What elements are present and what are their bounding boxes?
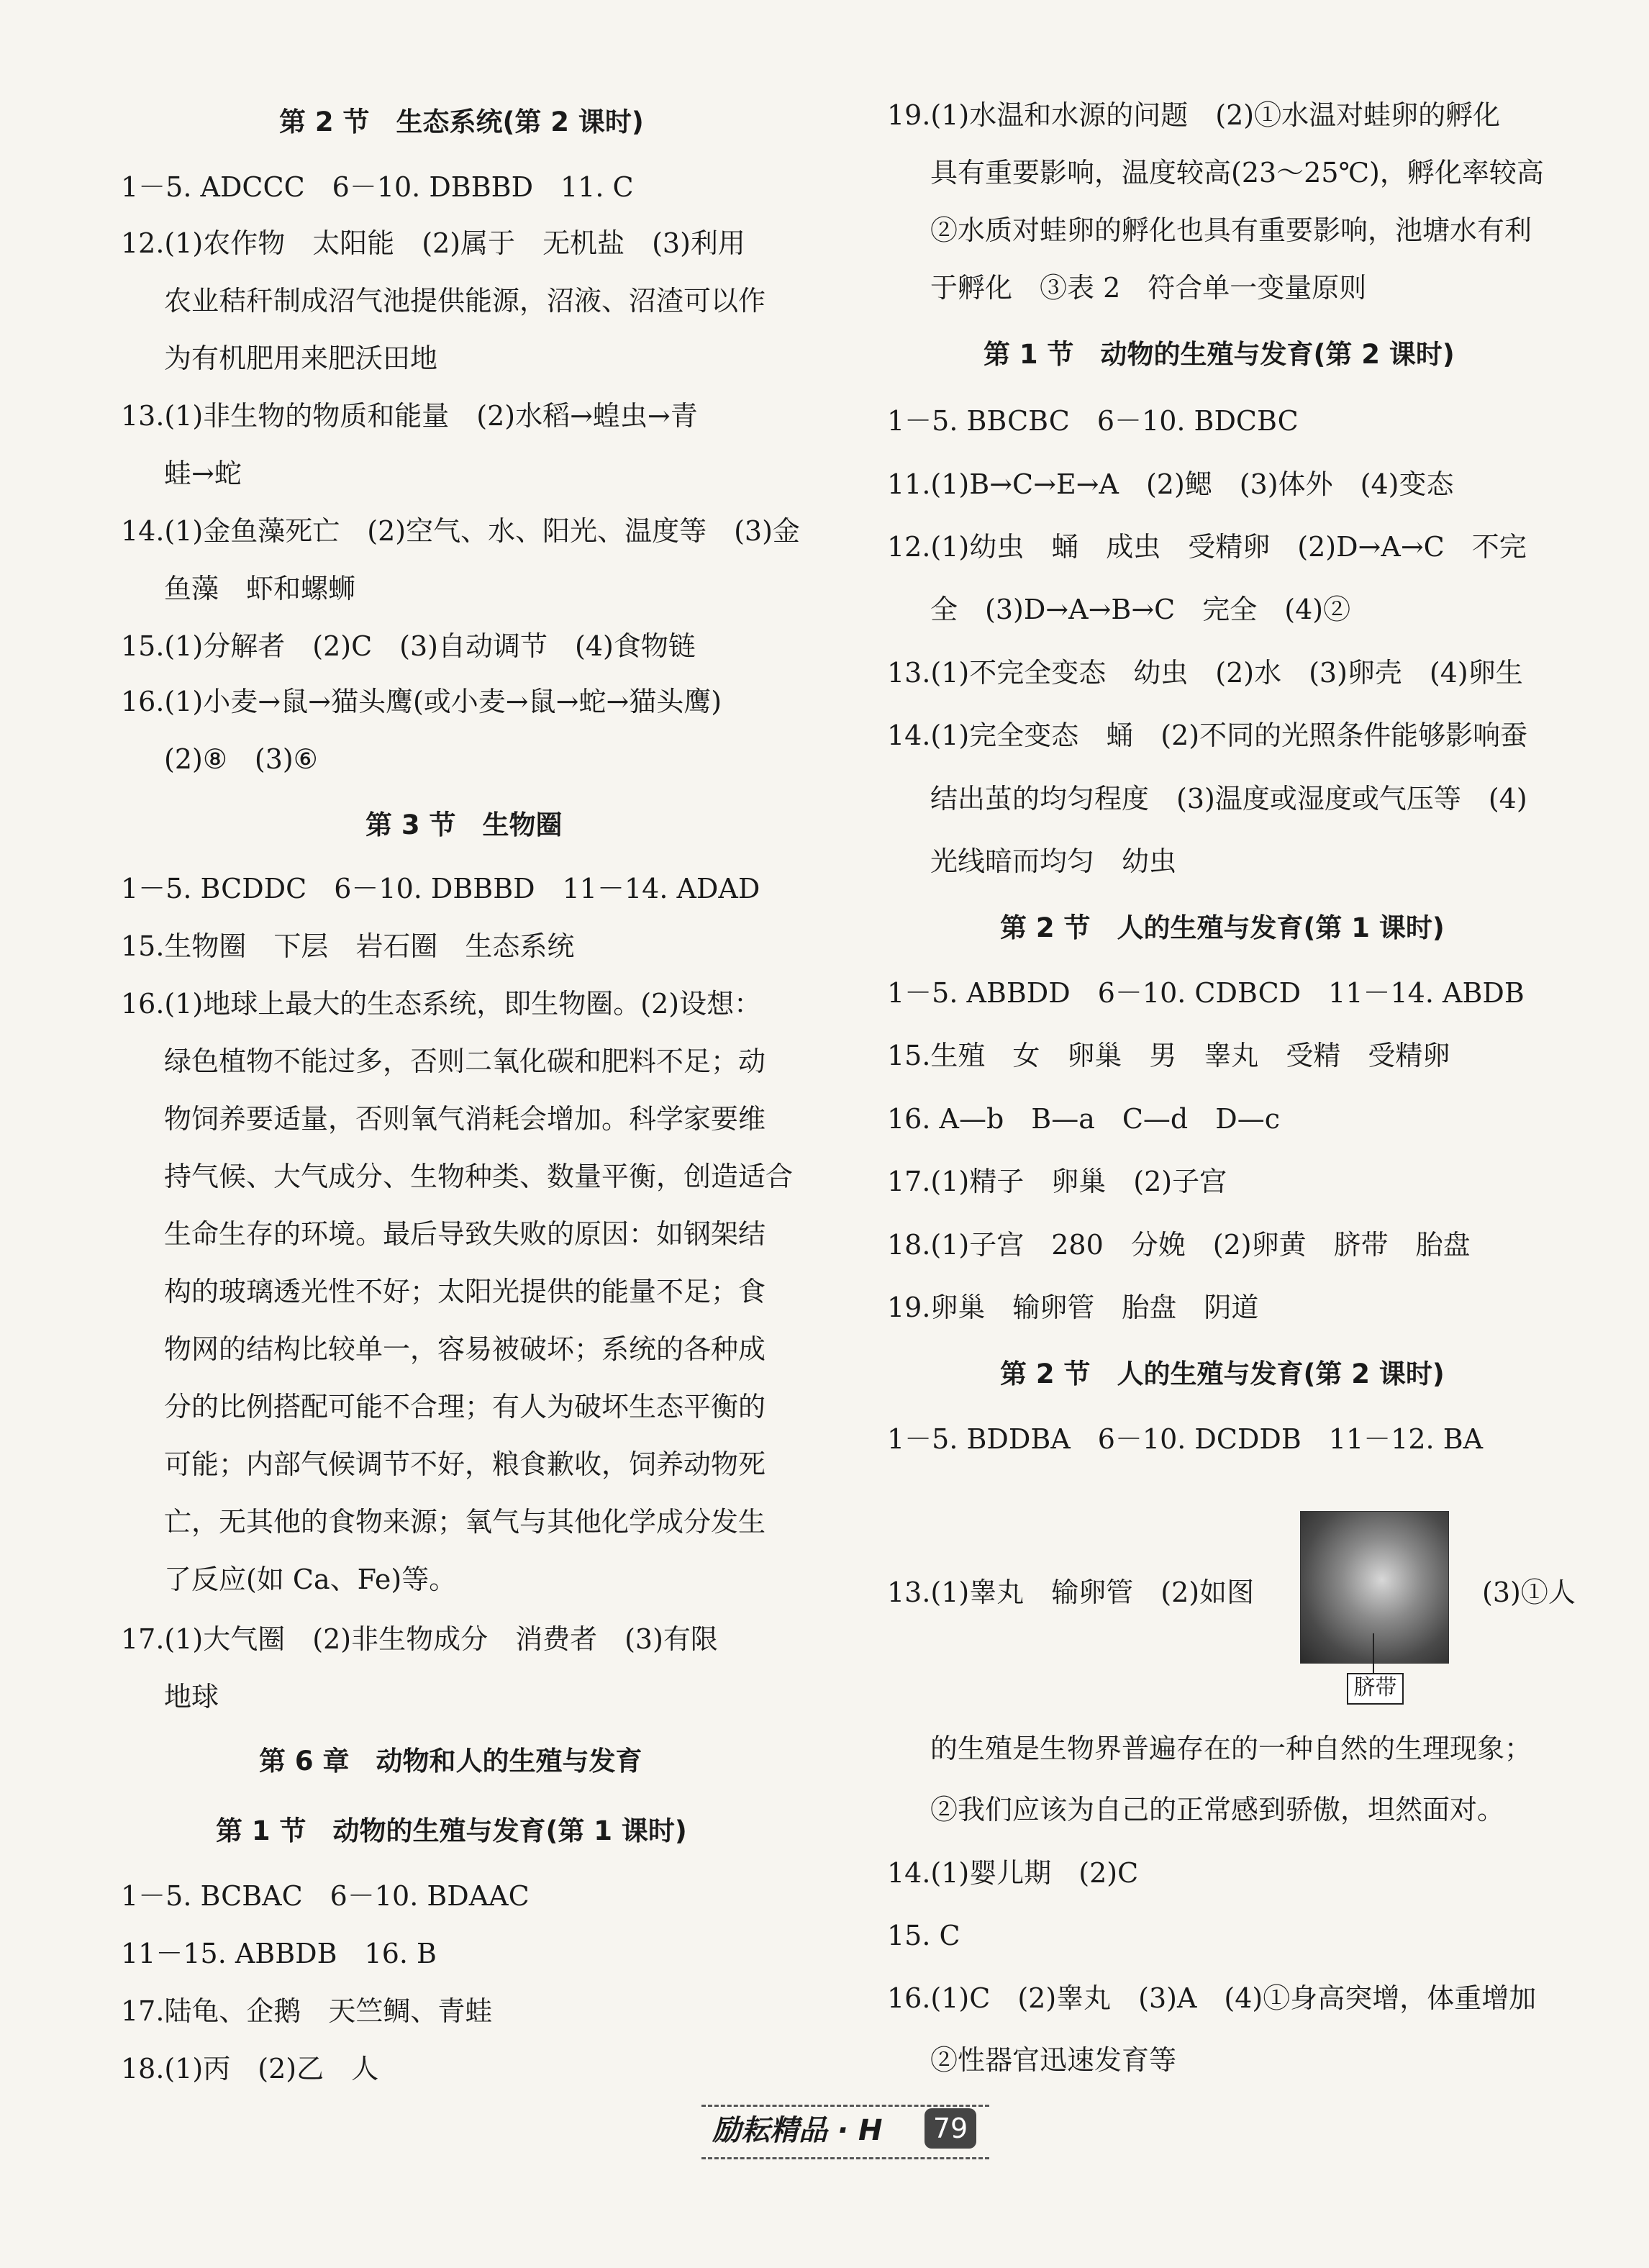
answer-line: ②水质对蛙卵的孵化也具有重要影响，池塘水有利 — [930, 214, 1532, 246]
answer-line: 具有重要影响，温度较高(23～25℃)，孵化率较高 — [930, 157, 1544, 189]
answer-line: 1－5. ADCCC 6－10. DBBBD 11. C — [121, 171, 634, 203]
answer-line: 构的玻璃透光性不好；太阳光提供的能量不足；食 — [164, 1276, 766, 1307]
answer-line: 1－5. ABBDD 6－10. CDBCD 11－14. ABDB — [887, 977, 1525, 1009]
answer-line: 19.卵巢 输卵管 胎盘 阴道 — [887, 1292, 1259, 1323]
answer-line: 绿色植物不能过多，否则二氧化碳和肥料不足；动 — [164, 1045, 766, 1077]
answer-line: 分的比例搭配可能不合理；有人为破坏生态平衡的 — [164, 1391, 766, 1423]
answer-line: 光线暗而均匀 幼虫 — [930, 845, 1177, 877]
figure-label: 脐带 — [1347, 1673, 1404, 1705]
answer-line: 15.生物圈 下层 岩石圈 生态系统 — [121, 930, 575, 962]
answer-line: ②我们应该为自己的正常感到骄傲，坦然面对。 — [930, 1794, 1505, 1825]
answer-line: 15.(1)分解者 (2)C (3)自动调节 (4)食物链 — [121, 630, 696, 662]
chapter-heading: 第 6 章 动物和人的生殖与发育 — [259, 1746, 642, 1777]
answer-line: 17.(1)精子 卵巢 (2)子宫 — [887, 1166, 1227, 1197]
answer-line: 物饲养要适量，否则氧气消耗会增加。科学家要维 — [164, 1103, 766, 1135]
section-heading: 第 1 节 动物的生殖与发育(第 2 课时) — [984, 339, 1455, 370]
page-number: 79 — [925, 2108, 976, 2149]
answer-line: 15.生殖 女 卵巢 男 睾丸 受精 受精卵 — [887, 1040, 1450, 1071]
answer-line: 持气候、大气成分、生物种类、数量平衡，创造适合 — [164, 1161, 794, 1192]
answer-line: 18.(1)丙 (2)乙 人 — [121, 2053, 379, 2085]
figure-leader-line — [1373, 1633, 1374, 1674]
answer-line: 12.(1)幼虫 蛹 成虫 受精卵 (2)D→A→C 不完 — [887, 531, 1527, 563]
answer-line: 12.(1)农作物 太阳能 (2)属于 无机盐 (3)利用 — [121, 227, 745, 259]
answer-line: 地球 — [164, 1681, 219, 1713]
answer-line: 蛙→蛇 — [164, 458, 242, 489]
answer-line: 1－5. BBCBC 6－10. BDCBC — [887, 405, 1299, 437]
answer-line: 结出茧的均匀程度 (3)温度或湿度或气压等 (4) — [930, 783, 1527, 815]
answer-line: 13.(1)睾丸 输卵管 (2)如图 — [887, 1577, 1255, 1608]
answer-line: 11.(1)B→C→E→A (2)鳃 (3)体外 (4)变态 — [887, 468, 1454, 500]
section-heading: 第 2 节 人的生殖与发育(第 2 课时) — [1000, 1358, 1445, 1389]
answer-line: 可能；内部气候调节不好，粮食歉收，饲养动物死 — [164, 1448, 766, 1480]
answer-line: 11－15. ABBDB 16. B — [121, 1938, 437, 1969]
answer-line: 14.(1)完全变态 蛹 (2)不同的光照条件能够影响蚕 — [887, 720, 1528, 751]
answer-line: 18.(1)子宫 280 分娩 (2)卵黄 脐带 胎盘 — [887, 1229, 1471, 1261]
answer-line: ②性器官迅速发育等 — [930, 2044, 1177, 2076]
answer-line: 为有机肥用来肥沃田地 — [164, 343, 438, 374]
answer-line: 17.(1)大气圈 (2)非生物成分 消费者 (3)有限 — [121, 1623, 718, 1655]
answer-line: 14.(1)婴儿期 (2)C — [887, 1857, 1139, 1889]
answer-line: 亡，无其他的食物来源；氧气与其他化学成分发生 — [164, 1506, 766, 1538]
section-heading: 第 2 节 生态系统(第 2 课时) — [279, 106, 644, 137]
answer-line: 19.(1)水温和水源的问题 (2)①水温对蛙卵的孵化 — [887, 99, 1501, 131]
answer-line: 物网的结构比较单一，容易被破坏；系统的各种成 — [164, 1333, 766, 1365]
answer-line: 全 (3)D→A→B→C 完全 (4)② — [930, 594, 1351, 625]
answer-line: 16.(1)地球上最大的生态系统，即生物圈。(2)设想： — [121, 988, 762, 1020]
answer-line: 16.(1)小麦→鼠→猫头鹰(或小麦→鼠→蛇→猫头鹰) — [121, 686, 722, 717]
answer-line: 13.(1)非生物的物质和能量 (2)水稻→蝗虫→青 — [121, 400, 698, 432]
answer-line: 鱼藻 虾和螺蛳 — [164, 573, 356, 604]
answer-line: (3)①人 — [1482, 1577, 1576, 1608]
section-heading: 第 1 节 动物的生殖与发育(第 1 课时) — [216, 1815, 687, 1846]
answer-line: 生命生存的环境。最后导致失败的原因：如钢架结 — [164, 1218, 766, 1250]
answer-line: 1－5. BCDDC 6－10. DBBBD 11－14. ADAD — [121, 873, 760, 904]
section-heading: 第 3 节 生物圈 — [365, 809, 563, 840]
answer-line: 17.陆龟、企鹅 天竺鲷、青蛙 — [121, 1995, 493, 2027]
answer-line: 15. C — [887, 1920, 960, 1951]
answer-line: (2)⑧ (3)⑥ — [164, 743, 318, 775]
answer-line: 14.(1)金鱼藻死亡 (2)空气、水、阳光、温度等 (3)金 — [121, 515, 800, 547]
embryo-figure — [1300, 1511, 1449, 1664]
answer-line: 的生殖是生物界普遍存在的一种自然的生理现象； — [930, 1733, 1532, 1764]
answer-line: 于孵化 ③表 2 符合单一变量原则 — [930, 272, 1367, 304]
answer-line: 16.(1)C (2)睾丸 (3)A (4)①身高突增，体重增加 — [887, 1982, 1537, 2014]
answer-line: 1－5. BCBAC 6－10. BDAAC — [121, 1880, 530, 1912]
footer-brand: 励耘精品 · H — [712, 2114, 883, 2147]
answer-line: 13.(1)不完全变态 幼虫 (2)水 (3)卵壳 (4)卵生 — [887, 657, 1523, 689]
answer-line: 16. A—b B—a C—d D—c — [887, 1103, 1281, 1135]
answer-line: 农业秸秆制成沼气池提供能源，沼液、沼渣可以作 — [164, 285, 766, 317]
answer-line: 1－5. BDDBA 6－10. DCDDB 11－12. BA — [887, 1423, 1484, 1455]
answer-line: 了反应(如 Ca、Fe)等。 — [164, 1564, 457, 1595]
section-heading: 第 2 节 人的生殖与发育(第 1 课时) — [1000, 912, 1445, 943]
